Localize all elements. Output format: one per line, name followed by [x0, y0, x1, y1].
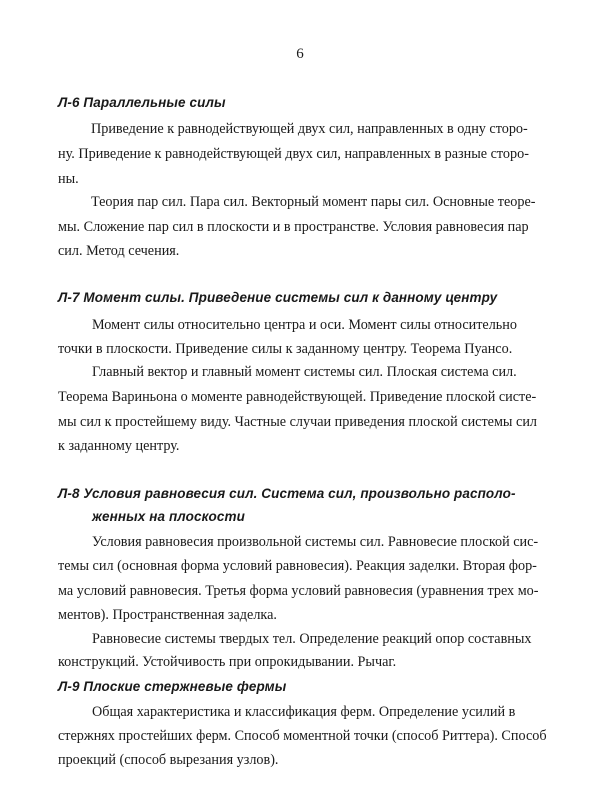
section-heading-l8: Л-8 Условия равновесия сил. Система сил, произвольно располо-	[58, 486, 516, 501]
paragraph-line: Равновесие системы твердых тел. Определение реакций опор составных	[92, 631, 532, 647]
paragraph-line: ну. Приведение к равнодействующей двух сил, направленных в разные сторо-	[58, 146, 529, 162]
paragraph-line: ны.	[58, 171, 79, 187]
paragraph-line: ма условий равновесия. Третья форма условий равновесия (уравнения трех мо-	[58, 583, 539, 599]
paragraph-line: ментов). Пространственная заделка.	[58, 607, 277, 623]
paragraph-line: Общая характеристика и классификация ферм. Определение усилий в	[92, 704, 516, 720]
paragraph-line: конструкций. Устойчивость при опрокидывании. Рычаг.	[58, 654, 397, 670]
paragraph-line: к заданному центру.	[58, 438, 180, 454]
paragraph-line: Главный вектор и главный момент системы сил. Плоская система сил.	[92, 364, 517, 380]
paragraph-line: Момент силы относительно центра и оси. Момент силы относительно	[92, 317, 517, 333]
section-heading-l8-continued: женных на плоскости	[92, 509, 245, 524]
page-number: 6	[296, 46, 304, 62]
paragraph-line: мы. Сложение пар сил в плоскости и в пространстве. Условия равновесия пар	[58, 219, 529, 235]
section-heading-l6: Л-6 Параллельные силы	[58, 95, 226, 110]
paragraph-line: темы сил (основная форма условий равновесия). Реакция заделки. Вторая фор-	[58, 558, 537, 574]
paragraph-line: Условия равновесия произвольной системы сил. Равновесие плоской сис-	[92, 534, 539, 550]
section-heading-l9: Л-9 Плоские стержневые фермы	[58, 679, 287, 694]
paragraph-line: мы сил к простейшему виду. Частные случаи приведения плоской системы сил	[58, 414, 537, 430]
paragraph-line: точки в плоскости. Приведение силы к заданному центру. Теорема Пуансо.	[58, 341, 513, 357]
section-heading-l7: Л-7 Момент силы. Приведение системы сил к данному центру	[58, 290, 498, 305]
paragraph-line: Теорема Вариньона о моменте равнодействующей. Приведение плоской систе-	[58, 389, 537, 405]
paragraph-line: Приведение к равнодействующей двух сил, направленных в одну сторо-	[91, 121, 528, 137]
paragraph-line: Теория пар сил. Пара сил. Векторный момент пары сил. Основные теоре-	[91, 194, 536, 210]
paragraph-line: стержнях простейших ферм. Способ моментной точки (способ Риттера). Способ	[58, 728, 547, 744]
paragraph-line: сил. Метод сечения.	[58, 243, 180, 259]
paragraph-line: проекций (способ вырезания узлов).	[58, 752, 279, 768]
